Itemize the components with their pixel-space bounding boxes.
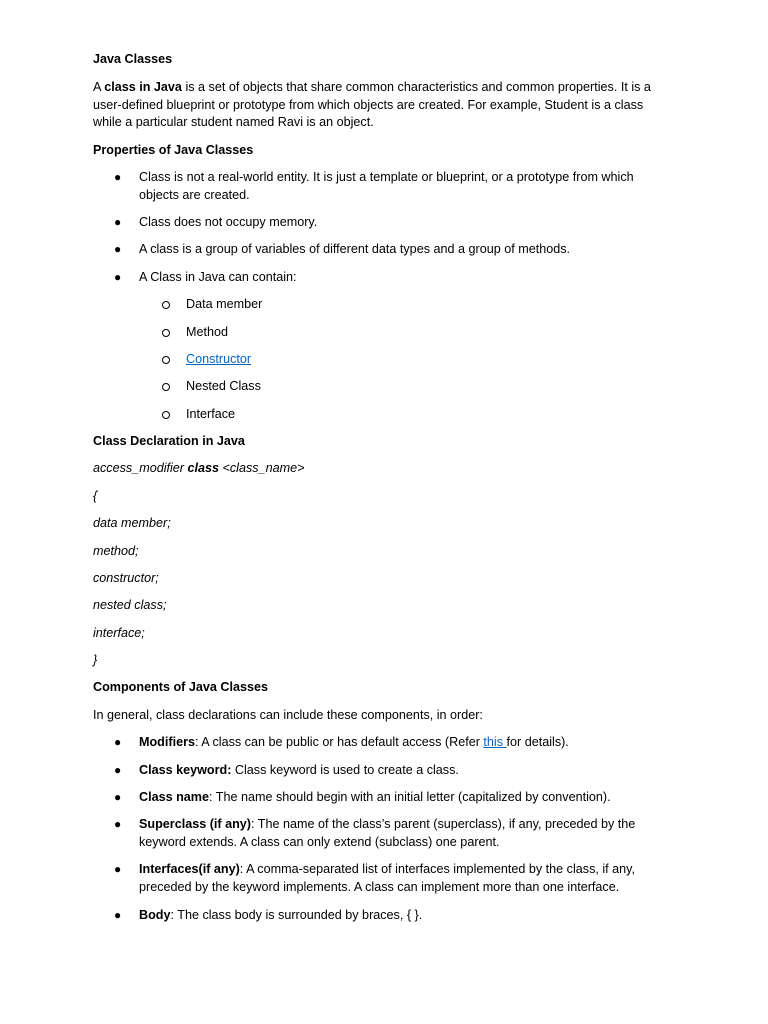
declaration-modifier: access_modifier	[93, 461, 188, 475]
declaration-line: interface;	[93, 626, 145, 640]
component-item	[139, 816, 674, 851]
intro-pre: A	[93, 80, 105, 94]
component-term: Superclass (if any)	[139, 817, 251, 831]
component-term: Modifiers	[139, 735, 195, 749]
component-text: for details).	[506, 735, 569, 749]
contains-item: Method	[186, 325, 229, 339]
bullet: ●	[114, 862, 122, 876]
component-item	[139, 907, 674, 925]
property-item: A Class in Java can contain:	[139, 270, 297, 284]
intro-post: is a set of objects that share common characteristics and common properties. It is a user-defined blueprint or prototype from which objects are created. For example, Student is a class while a particular student named Ravi is an object.	[93, 80, 651, 129]
this-link[interactable]: this	[483, 735, 507, 749]
declaration-line: nested class;	[93, 598, 167, 612]
declaration-heading: Class Declaration in Java	[93, 434, 245, 448]
property-item: Class does not occupy memory.	[139, 215, 318, 229]
constructor-link[interactable]: Constructor	[186, 352, 252, 366]
page-title: Java Classes	[93, 52, 173, 66]
component-text: Class keyword is used to create a class.	[231, 763, 459, 777]
circle-bullet-icon	[162, 383, 170, 391]
declaration-signature	[93, 460, 304, 478]
circle-bullet-icon	[162, 356, 170, 364]
declaration-line: data member;	[93, 516, 171, 530]
component-text: : The class body is surrounded by braces, { }.	[170, 908, 423, 922]
circle-bullet-icon	[162, 329, 170, 337]
circle-bullet-icon	[162, 301, 170, 309]
declaration-name: <class_name>	[219, 461, 305, 475]
bullet: ●	[114, 270, 122, 284]
component-text: : A class can be public or has default access (Refer	[194, 735, 484, 749]
bullet: ●	[114, 170, 122, 184]
contains-item: Interface	[186, 407, 236, 421]
property-item: Class is not a real-world entity. It is just a template or blueprint, or a prototype from which objects are created.	[139, 170, 634, 202]
property-item: A class is a group of variables of different data types and a group of methods.	[139, 242, 571, 256]
component-item	[139, 861, 674, 896]
declaration-keyword: class	[187, 461, 220, 475]
bullet: ●	[114, 763, 122, 777]
component-text: : A comma-separated list of interfaces implemented by the class, if any, preceded by the keyword implements. A class can implement more than one interface.	[139, 862, 636, 894]
component-item	[139, 762, 674, 780]
declaration-line: constructor;	[93, 571, 159, 585]
intro-bold: class in Java	[104, 80, 182, 94]
declaration-line: }	[93, 653, 98, 667]
component-term: Class name	[139, 790, 210, 804]
bullet: ●	[114, 242, 122, 256]
components-heading: Components of Java Classes	[93, 680, 268, 694]
component-text: : The name of the class’s parent (superclass), if any, preceded by the keyword extends. A class can only extend (subclass) one parent.	[139, 817, 636, 849]
circle-bullet-icon	[162, 411, 170, 419]
properties-heading: Properties of Java Classes	[93, 143, 254, 157]
components-intro: In general, class declarations can include these components, in order:	[93, 708, 483, 722]
component-item	[139, 734, 674, 752]
declaration-line: {	[93, 489, 98, 503]
component-term: Interfaces(if any)	[139, 862, 240, 876]
contains-item: Nested Class	[186, 379, 261, 393]
component-text: : The name should begin with an initial letter (capitalized by convention).	[209, 790, 611, 804]
intro-paragraph	[93, 79, 673, 132]
contains-item: Data member	[186, 297, 263, 311]
bullet: ●	[114, 215, 122, 229]
declaration-line: method;	[93, 544, 139, 558]
component-item	[139, 789, 674, 807]
bullet: ●	[114, 735, 122, 749]
component-term: Body	[139, 908, 171, 922]
bullet: ●	[114, 790, 122, 804]
component-term: Class keyword:	[139, 763, 232, 777]
bullet: ●	[114, 817, 122, 831]
bullet: ●	[114, 908, 122, 922]
